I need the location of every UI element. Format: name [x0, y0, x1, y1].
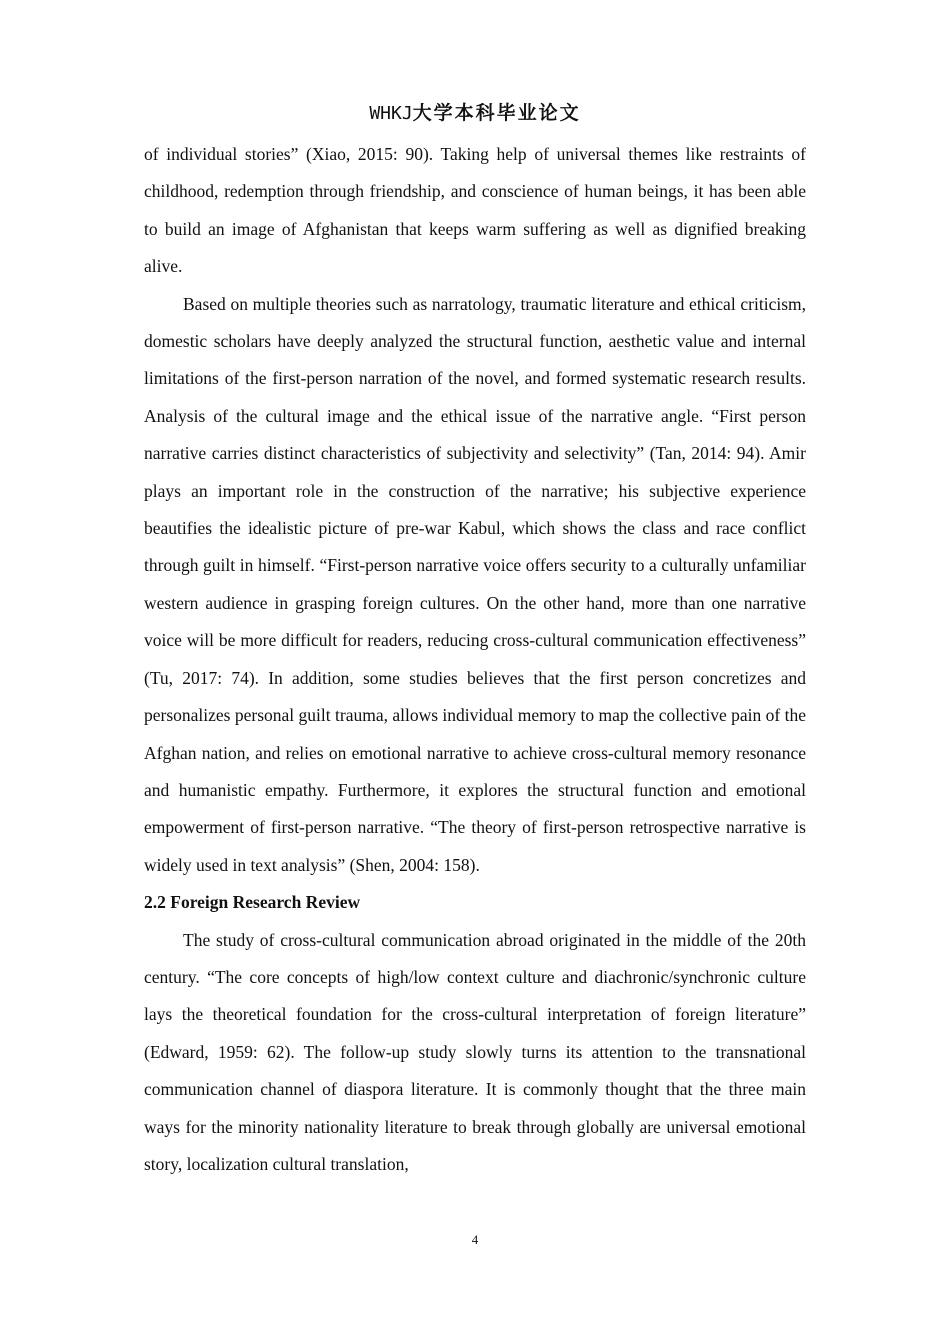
paragraph-continued: of individual stories” (Xiao, 2015: 90). Taking help of universal themes like restraints of childhood, redemption through friendship, and conscience of human beings, it has been able to build an image of Afghanistan that keeps warm suffering as well as dignified breaking alive.	[144, 144, 806, 277]
paragraph-domestic-research: Based on multiple theories such as narratology, traumatic literature and ethical criticism, domestic scholars have deeply analyzed the structural function, aesthetic value and internal limitations of the first-person narration of the novel, and formed systematic research results. Analysis of the cultural image and the ethical issue of the narrative angle. “First person narrative carries distinct characteristics of subjectivity and selectivity” (Tan, 2014: 94). Amir plays an important role in the construction of the narrative; his subjective experience beautifies the idealistic picture of pre-war Kabul, which shows the class and race conflict through guilt in himself. “First-person narrative voice offers security to a culturally unfamiliar western audience in grasping foreign cultures. On the other hand, more than one narrative voice will be more difficult for readers, reducing cross-cultural communication effectiveness” (Tu, 2017: 74). In addition, some studies believes that the first person concretizes and personalizes personal guilt trauma, allows individual memory to map the collective pain of the Afghan nation, and relies on emotional narrative to achieve cross-cultural memory resonance and humanistic empathy. Furthermore, it explores the structural function and emotional empowerment of first-person narrative. “The theory of first-person retrospective narrative is widely used in text analysis” (Shen, 2004: 158).	[144, 293, 806, 875]
running-header	[0, 100, 950, 127]
header-title: 大学本科毕业论文	[412, 102, 581, 124]
page-number: 4	[471, 1232, 479, 1247]
paragraph-foreign-research: The study of cross-cultural communication abroad originated in the middle of the 20th century. “The core concepts of high/low context culture and diachronic/synchronic culture lays the theoretical foundation for the cross-cultural interpretation of foreign literature” (Edward, 1959: 62). The follow-up study slowly turns its attention to the transnational communication channel of diaspora literature. It is commonly thought that the three main ways for the minority nationality literature to break through globally are universal emotional story, localization cultural translation,	[144, 929, 806, 1174]
header-institution-code: WHKJ	[369, 103, 413, 124]
body-text	[144, 136, 806, 1183]
section-heading: 2.2 Foreign Research Review	[144, 892, 361, 913]
